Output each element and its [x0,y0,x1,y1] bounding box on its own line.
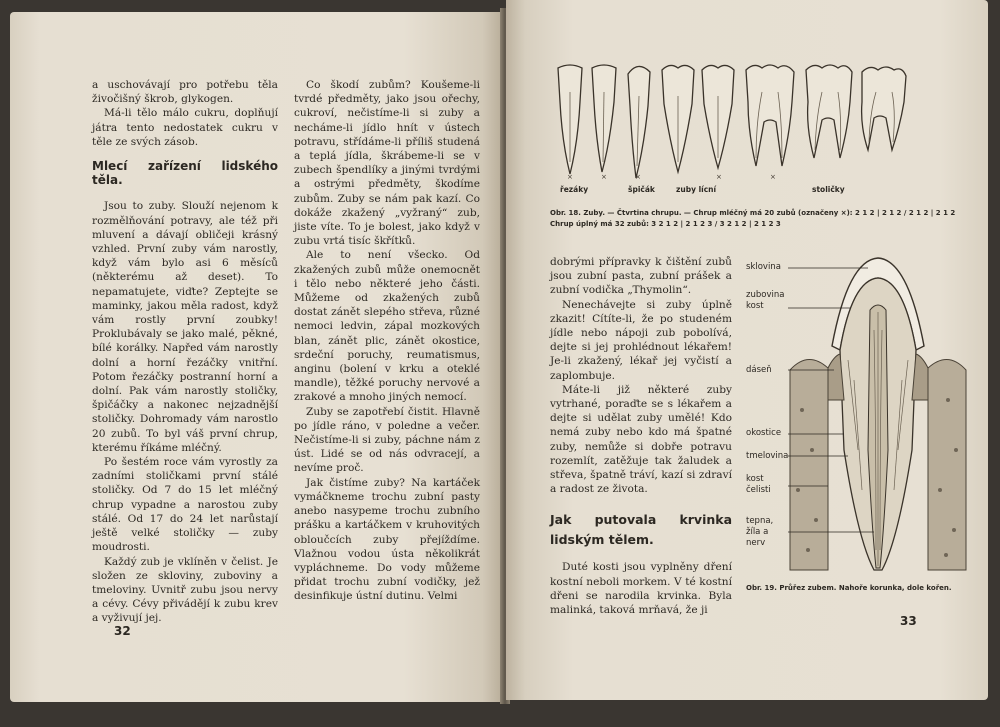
paragraph: Máte-li již některé zuby vytrhané, poraďte se s lékařem a dejte si udělat zuby umělé! Kdo nemá zuby nebo kdo má špatné zuby, nemůže si dobře potravu rozemlít, zatěžuje tak žaludek a střeva, špatně tráví, kazí si zdraví a radost ze života. [550,383,732,496]
label-dentin: zubovina kost [746,290,785,311]
left-column-2 [294,78,480,604]
paragraph: dobrými přípravky k čištění zubů jsou zubní pasta, zubní prášek a zubní vodička „Thymolin“. [550,256,732,297]
paragraph: Má-li tělo málo cukru, doplňují játra tento nedostatek cukru v těle ze svých zásob. [92,107,278,148]
tooth-label-incisors: řezáky [560,185,589,194]
paragraph: a uschovávají pro potřebu těla živočišný škrob, glykogen. [92,79,278,106]
svg-text:×: × [770,173,776,180]
left-page [10,12,502,702]
paragraph: Duté kosti jsou vyplněny dření kostní neboli morkem. V té kostní dřeni se narodila krvinka. Byla malinká, taková mrňavá, že ji [550,561,732,617]
svg-text:×: × [635,173,641,180]
paragraph: Po šestém roce vám vyrostly za zadními stoličkami první stálé stoličky. Od 7 do 15 let mléčný chrup vypadne a narostou zuby stálé. Od 17 do 24 let narůstají ještě velké stoličky — zuby moudrosti. [92,456,278,554]
label-enamel: sklovina [746,262,781,272]
svg-text:×: × [716,173,722,180]
paragraph: Co škodí zubům? Koušeme-li tvrdé předměty, jako jsou ořechy, cukroví, nečistíme-li si zuby a necháme-li jídlo hnít v ústech potravu, střídáme-li příliš studená a teplá jídla, škrábeme-li se v zubech špendlíky a jinými tvrdými a ostrými předměty, škodíme zubům. Zuby se nám pak kazí. Co dokáže zkažený „vyžraný“ zub, jiste víte. To je bolest, jako když v zubu vrtá tisíc škřítků. [294,79,480,248]
svg-text:×: × [601,173,607,180]
paragraph: Zuby se zapotřebí čistit. Hlavně po jídle ráno, v poledne a večer. Nečistíme-li si zuby, páchne nám z úst. Lidé se od nás odvracejí, a nevíme proč. [294,405,480,475]
figure-18-caption [550,208,960,230]
paragraph: Jak čistíme zuby? Na kartáček vymáčkneme trochu zubní pasty anebo nasypeme trochu zubního prášku a kartáčkem v kruhovitých obloučcích zuby přejíždíme. Vlažnou vodou ústa několikrát vypláchneme. Do vody můžeme přidat trochu zubní vodičky, jež desinfikuje ústní dutinu. Velmi [294,476,480,603]
label-jaw-bone: kost čelisti [746,474,771,495]
section-heading: Jak putovala krvinka lidským tělem. [550,512,732,548]
figure-19-caption: Obr. 19. Průřez zubem. Nahoře korunka, dole kořen. [746,584,952,592]
label-artery-vein-nerve: tepna, žíla a nerv [746,516,774,548]
right-page [506,0,988,700]
caption-line: Obr. 18. Zuby. — Čtvrtina chrupu. — Chrup mléčný má 20 zubů (označeny ×): 2 1 2 | 2 1 2 / 2 1 2 | 2 1 2 [550,209,956,217]
tooth-label-canine: špičák [628,185,655,194]
label-gum: dáseň [746,365,772,375]
tooth-label-premolars: zuby lícní [676,185,717,194]
right-column [550,255,732,617]
paragraph: Každý zub je vklíněn v čelist. Je složen ze skloviny, zuboviny a tmeloviny. Uvnitř zubu jsou nervy a cévy. Cévy přivádějí k zubu krev a vyživují jej. [92,555,278,625]
label-periosteum: okostice [746,428,782,438]
svg-text:×: × [567,173,573,180]
paragraph: Ale to není všecko. Od zkažených zubů může onemocnět i tělo nebo některé jeho části. Můžeme od zkažených zubů dostat zánět slepého střeva, různé nemoci ledvin, zápal mozkových blan, zánět plic, zánět okostice, srdeční poruchy, reumatismus, anginu (bolení v krku a oteklé mandle), těžké poruchy nervové a zrakové a mnoho jiných nemocí. [294,249,480,404]
section-heading: Mlecí zařízení lidského těla. [92,159,278,188]
page-number: 33 [900,614,917,628]
tooth-label-molars: stoličky [812,185,845,194]
page-number: 32 [114,624,131,638]
caption-line: Chrup úplný má 32 zubů: 3 2 1 2 | 2 1 2 3 / 3 2 1 2 | 2 1 2 3 [550,220,781,228]
paragraph: Jsou to zuby. Slouží nejenom k rozmělňování potravy, ale též při mluvení a dávají obličeji krásný vzhled. První zuby vám narostly, když vám bylo asi 6 měsíců (některému až deset). To nepamatujete, viďte? Zeptejte se maminky, jakou měla radost, když vám rostly první zoubky! Proklubávaly se jako malé, pěkné, bílé korálky. Napřed vám narostly dolní a horní řezáčky vnitřní. Potom řezáčky postranní horní a dolní. Pak vám narostly stoličky, špičáčky a nakonec nejzadnější stoličky. Dohromady vám narostlo 20 zubů. To byl váš první chrup, kterému říkáme mléčný. [92,200,278,454]
label-cementum: tmelovina [746,451,789,461]
teeth-figure [550,62,910,180]
paragraph: Nenechávejte si zuby úplně zkazit! Cítíte-li, že po studeném jídle nebo nápoji zub pobolívá, dejte si jej prohlédnout lékařem! Je-li zkažený, lékař jej vyčistí a zaplombuje. [550,298,732,382]
left-column-1 [92,78,278,626]
tooth-cross-section-figure [788,250,968,580]
